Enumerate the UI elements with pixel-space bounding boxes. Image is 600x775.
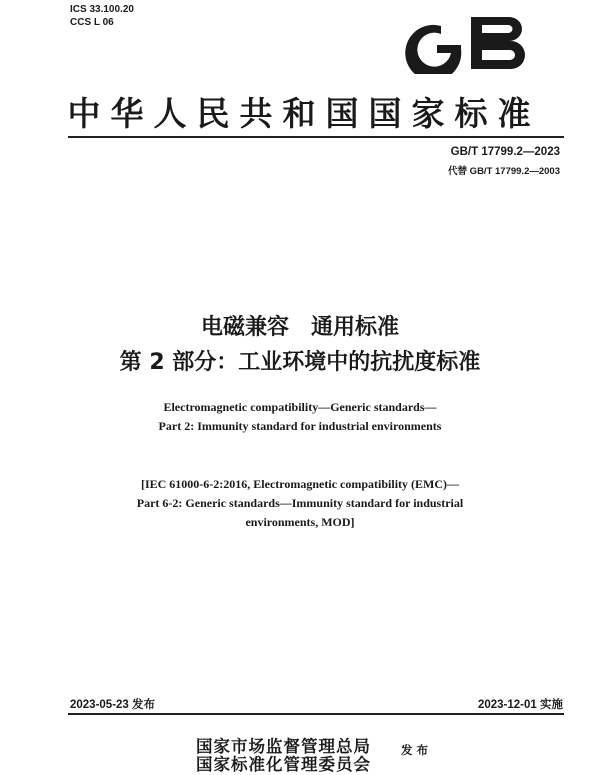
logo-text: GB: [471, 72, 473, 73]
ics-code: ICS 33.100.20: [70, 4, 134, 15]
national-standard-title: 中华人民共和国国家标准: [67, 94, 541, 133]
iec-reference-line-3: environments, MOD]: [245, 515, 355, 529]
iec-reference-line-2: Part 6-2: Generic standards—Immunity standard for industrial: [136, 496, 464, 510]
chinese-title-line-1: 电磁兼容 通用标准: [200, 315, 399, 340]
chinese-title-line-2: 第 2 部分：工业环境中的抗扰度标准: [119, 350, 481, 375]
gb-logo: [405, 12, 537, 74]
replaced-standard: 代替 GB/T 17799.2—2003: [448, 166, 560, 177]
issuer-samr: 国家市场监督管理总局: [196, 737, 371, 756]
classification-codes: [70, 3, 134, 29]
standard-number: GB/T 17799.2—2023: [450, 146, 560, 158]
issuer-sac: 国家标准化管理委员会: [196, 755, 371, 774]
publish-label: 发布: [401, 743, 432, 757]
bottom-divider: [68, 713, 564, 715]
effective-date: 2023-12-01 实施: [477, 699, 563, 711]
top-divider: [68, 136, 564, 138]
iec-reference-line-1: [IEC 61000-6-2:2016, Electromagnetic compatibility (EMC)—: [140, 477, 460, 491]
ccs-code: CCS L 06: [70, 17, 114, 28]
issue-date: 2023-05-23 发布: [70, 699, 156, 711]
english-title-line-1: Electromagnetic compatibility—Generic standards—: [163, 400, 437, 414]
english-title-line-2: Part 2: Immunity standard for industrial environments: [158, 419, 442, 433]
